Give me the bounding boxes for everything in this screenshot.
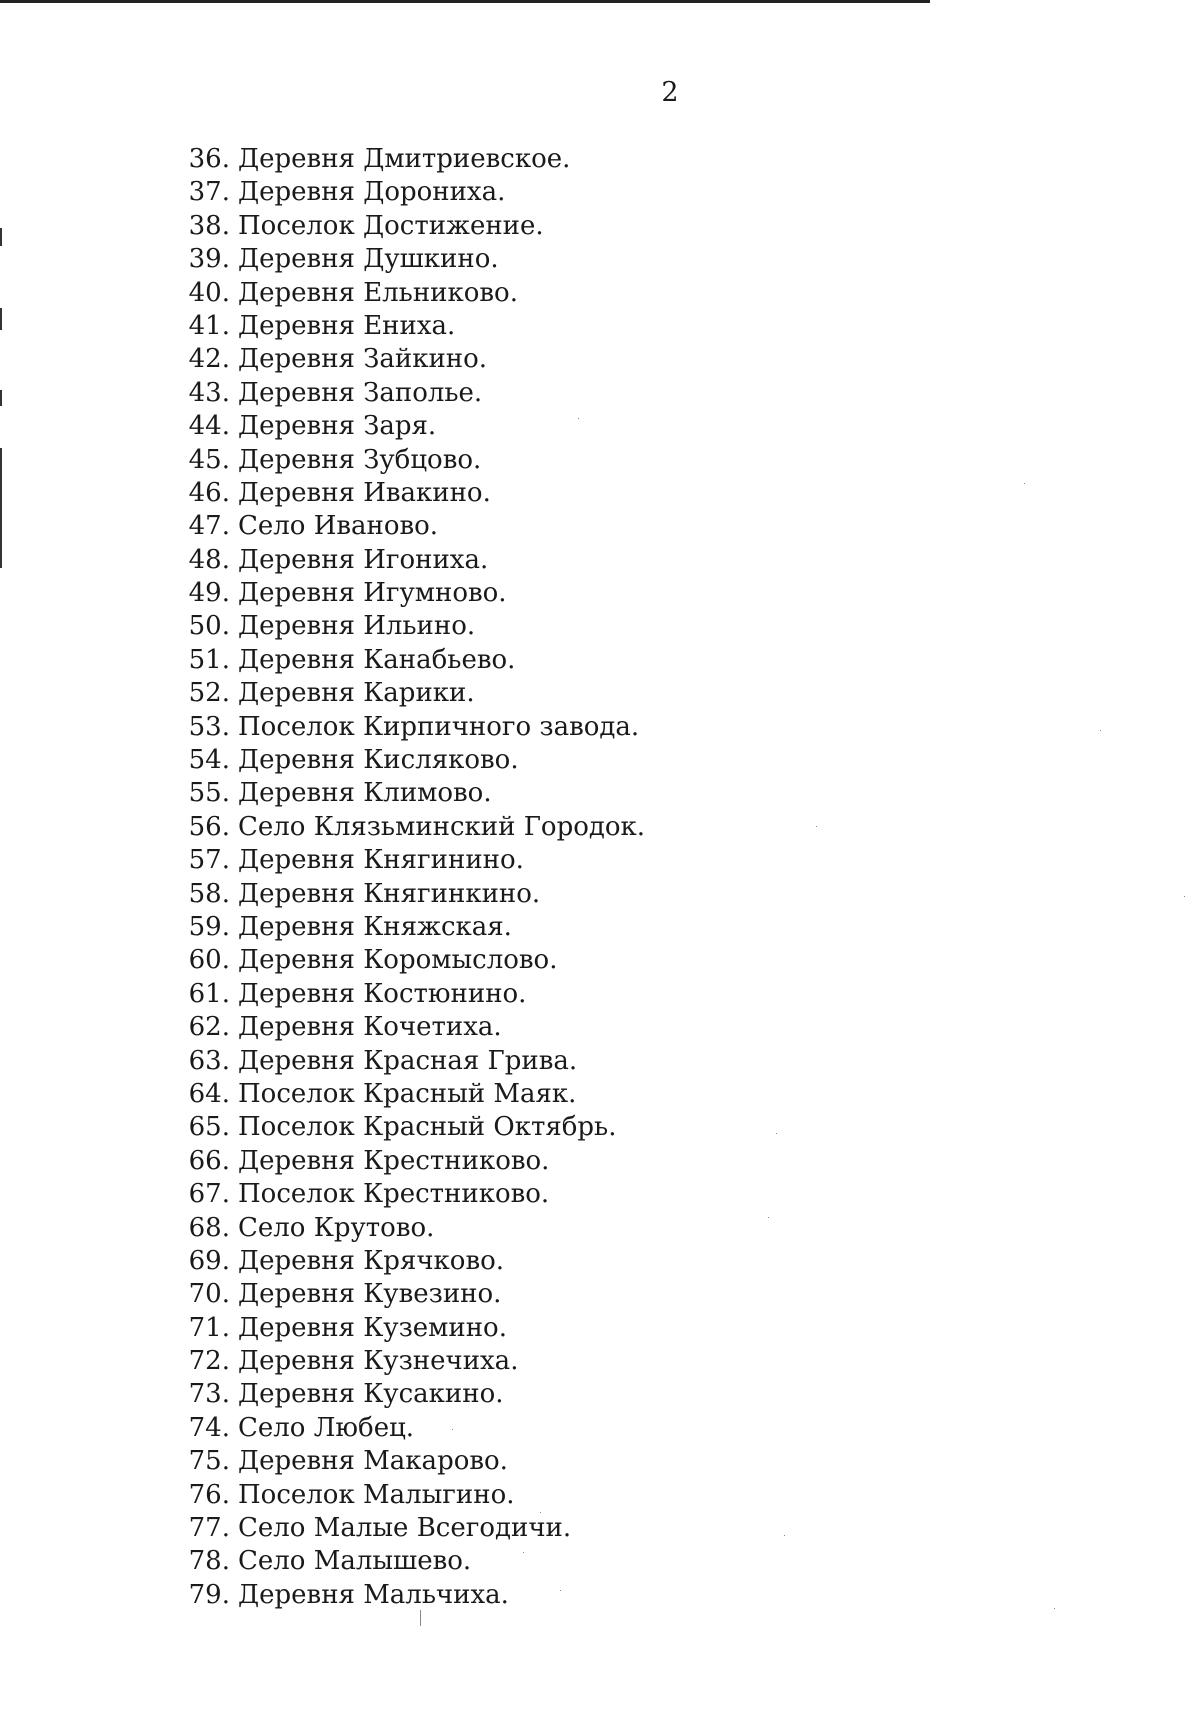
item-number: 57. [188, 845, 230, 876]
item-number: 39. [188, 244, 230, 275]
list-item [0, 1412, 645, 1445]
item-number: 71. [188, 1312, 230, 1343]
item-number: 67. [188, 1179, 230, 1210]
item-number: 77. [188, 1513, 230, 1544]
list-item [0, 911, 645, 944]
list-item [0, 277, 645, 310]
list-item [0, 544, 645, 577]
scan-speck [1100, 730, 1101, 731]
settlement-name: Село Малышево. [238, 1546, 472, 1577]
settlement-name: Деревня Крестниково. [238, 1145, 550, 1176]
item-number: 65. [188, 1112, 230, 1143]
settlement-name: Село Любец. [238, 1412, 415, 1443]
item-number: 59. [188, 911, 230, 942]
item-number: 37. [188, 177, 230, 208]
item-number: 44. [188, 411, 230, 442]
list-item [0, 711, 645, 744]
settlement-name: Деревня Заря. [238, 411, 437, 442]
scan-speck [1024, 483, 1025, 484]
settlement-name: Деревня Зайкино. [238, 344, 488, 375]
item-number: 68. [188, 1212, 230, 1243]
list-item [0, 1178, 645, 1211]
settlement-name: Деревня Костюнино. [238, 978, 527, 1009]
list-item [0, 410, 645, 443]
settlement-name: Деревня Княгинино. [238, 845, 524, 876]
item-number: 55. [188, 778, 230, 809]
settlement-name: Деревня Климово. [238, 778, 492, 809]
item-number: 45. [188, 444, 230, 475]
item-number: 41. [188, 310, 230, 341]
settlement-name: Деревня Канабьево. [238, 644, 516, 675]
settlement-name: Деревня Княгинкино. [238, 878, 541, 909]
list-item [0, 844, 645, 877]
list-item [0, 610, 645, 643]
settlement-name: Деревня Зубцово. [238, 444, 482, 475]
item-number: 49. [188, 578, 230, 609]
list-item [0, 1212, 645, 1245]
item-number: 58. [188, 878, 230, 909]
settlement-name: Деревня Куземино. [238, 1312, 507, 1343]
settlement-name: Деревня Макарово. [238, 1446, 508, 1477]
item-number: 73. [188, 1379, 230, 1410]
list-item [0, 1278, 645, 1311]
settlement-name: Деревня Княжская. [238, 911, 512, 942]
settlement-name: Деревня Заполье. [238, 377, 483, 408]
list-item [0, 477, 645, 510]
settlement-name: Поселок Красный Октябрь. [238, 1112, 617, 1143]
list-item [0, 143, 645, 176]
list-item [0, 510, 645, 543]
list-item [0, 978, 645, 1011]
list-item [0, 878, 645, 911]
list-item [0, 1445, 645, 1478]
list-item [0, 1245, 645, 1278]
page-number: 2 [661, 77, 679, 108]
list-item [0, 1479, 645, 1512]
list-item [0, 1545, 645, 1578]
item-number: 36. [188, 144, 230, 174]
scan-speck [1184, 896, 1185, 897]
settlement-name: Деревня Ельниково. [238, 277, 518, 308]
item-number: 47. [188, 511, 230, 542]
list-item [0, 811, 645, 844]
settlement-name: Деревня Игумново. [238, 578, 507, 609]
item-number: 78. [188, 1546, 230, 1577]
item-number: 69. [188, 1245, 230, 1276]
settlement-name: Село Крутово. [238, 1212, 435, 1243]
item-number: 72. [188, 1346, 230, 1377]
settlement-name: Поселок Малыгино. [238, 1479, 515, 1510]
settlement-name: Поселок Достижение. [238, 210, 544, 241]
item-number: 60. [188, 945, 230, 976]
scan-speck [768, 1217, 769, 1218]
item-number: 43. [188, 377, 230, 408]
item-number: 53. [188, 711, 230, 742]
item-number: 48. [188, 544, 230, 575]
settlement-name: Деревня Кисляково. [238, 745, 519, 776]
list-item [0, 176, 645, 209]
list-item [0, 744, 645, 777]
item-number: 56. [188, 811, 230, 842]
list-item [0, 210, 645, 243]
settlement-name: Поселок Красный Маяк. [238, 1078, 577, 1109]
item-number: 66. [188, 1145, 230, 1176]
scan-speck [1054, 1608, 1055, 1609]
list-item [0, 1345, 645, 1378]
scan-speck [578, 418, 579, 419]
scan-speck [523, 1552, 524, 1553]
list-item [0, 1512, 645, 1545]
item-number: 40. [188, 277, 230, 308]
settlement-name: Деревня Кочетиха. [238, 1012, 502, 1043]
list-item [0, 1579, 645, 1612]
list-item [0, 777, 645, 810]
item-number: 64. [188, 1078, 230, 1109]
item-number: 75. [188, 1446, 230, 1477]
list-item [0, 1145, 645, 1178]
item-number: 46. [188, 477, 230, 508]
scan-top-border [0, 0, 930, 3]
settlement-name: Деревня Коромыслово. [238, 945, 558, 976]
list-item [0, 577, 645, 610]
scan-speck [420, 1610, 421, 1626]
list-item [0, 944, 645, 977]
list-item [0, 1312, 645, 1345]
scan-speck [784, 1535, 785, 1536]
list-item [0, 310, 645, 343]
settlement-name: Село Малые Всегодичи. [238, 1513, 572, 1544]
list-item [0, 1378, 645, 1411]
item-number: 61. [188, 978, 230, 1009]
list-item [0, 1078, 645, 1111]
item-number: 74. [188, 1412, 230, 1443]
settlement-name: Деревня Мальчиха. [238, 1579, 509, 1610]
settlement-name: Деревня Карики. [238, 678, 475, 709]
settlement-name: Деревня Игониха. [238, 544, 489, 575]
settlement-name: Деревня Кувезино. [238, 1279, 502, 1310]
settlement-name: Деревня Ильино. [238, 611, 476, 642]
settlement-name: Деревня Дмитриевское. [238, 144, 571, 174]
scan-speck [540, 1512, 541, 1513]
settlement-name: Деревня Кусакино. [238, 1379, 504, 1410]
settlement-list [0, 143, 645, 1612]
list-item [0, 444, 645, 477]
list-item [0, 1111, 645, 1144]
settlement-name: Деревня Душкино. [238, 244, 499, 275]
item-number: 42. [188, 344, 230, 375]
settlement-name: Село Иваново. [238, 511, 439, 542]
item-number: 79. [188, 1579, 230, 1610]
scan-speck [560, 1590, 561, 1591]
list-item [0, 677, 645, 710]
item-number: 51. [188, 644, 230, 675]
settlement-name: Деревня Красная Грива. [238, 1045, 578, 1076]
settlement-name: Поселок Кирпичного завода. [238, 711, 640, 742]
list-item [0, 343, 645, 376]
item-number: 52. [188, 678, 230, 709]
item-number: 70. [188, 1279, 230, 1310]
item-number: 63. [188, 1045, 230, 1076]
item-number: 54. [188, 745, 230, 776]
settlement-name: Деревня Крячково. [238, 1245, 505, 1276]
settlement-name: Деревня Дорониха. [238, 177, 506, 208]
item-number: 38. [188, 210, 230, 241]
list-item [0, 243, 645, 276]
scan-speck [776, 1133, 777, 1134]
list-item [0, 1045, 645, 1078]
list-item [0, 1011, 645, 1044]
settlement-name: Деревня Ивакино. [238, 477, 491, 508]
scan-speck [452, 1429, 453, 1430]
scan-speck [816, 826, 817, 827]
list-item [0, 377, 645, 410]
item-number: 62. [188, 1012, 230, 1043]
item-number: 50. [188, 611, 230, 642]
list-item [0, 644, 645, 677]
item-number: 76. [188, 1479, 230, 1510]
settlement-name: Деревня Ениха. [238, 310, 456, 341]
settlement-name: Село Клязьминский Городок. [238, 811, 646, 842]
settlement-name: Деревня Кузнечиха. [238, 1346, 519, 1377]
settlement-name: Поселок Крестниково. [238, 1179, 550, 1210]
